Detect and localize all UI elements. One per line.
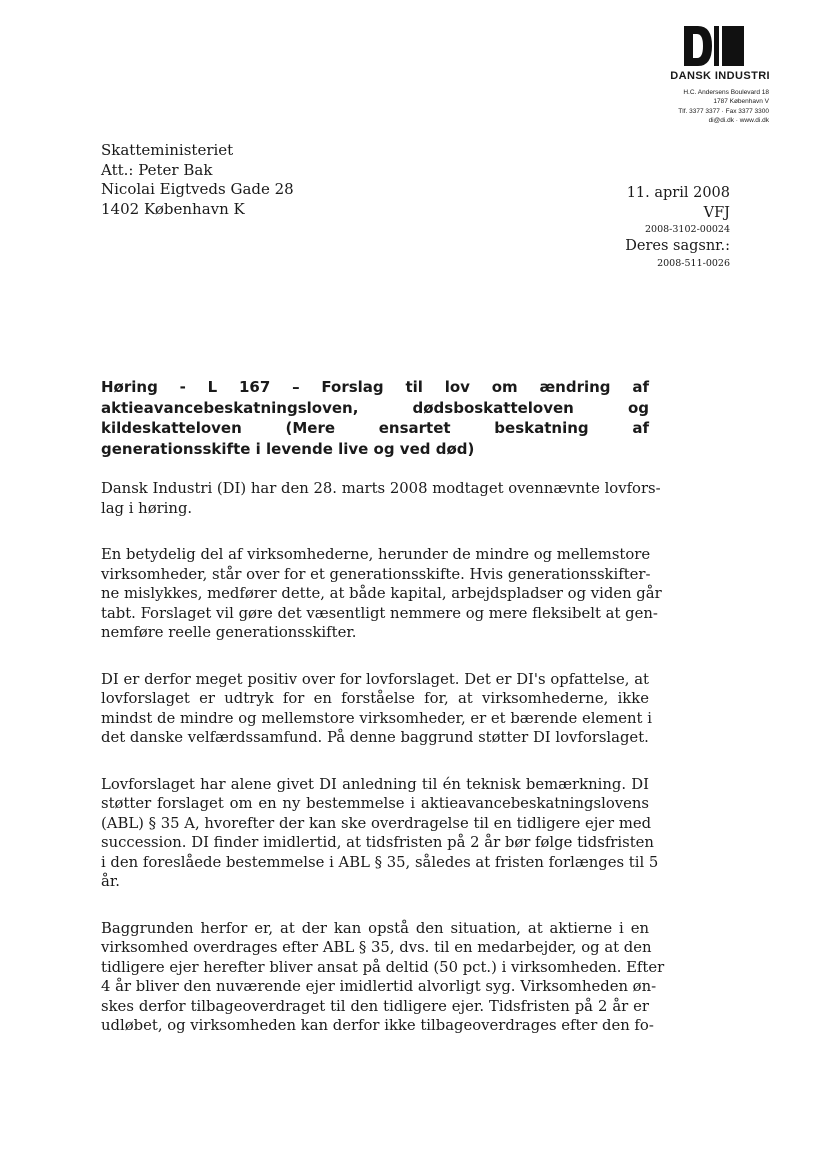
text-line: virksomhed overdrages efter ABL § 35, dvs. til en medarbejder, og at den: [101, 939, 652, 956]
text-line: støtter forslaget om en ny bestemmelse i aktieavancebeskatningslovens: [101, 795, 649, 812]
subject-line: aktieavancebeskatningsloven, dødsboskatteloven og: [101, 398, 649, 417]
text-line: lag i høring.: [101, 499, 193, 517]
org-email-web: di@di.dk · www.di.dk: [708, 117, 769, 125]
text-line: skes derfor tilbageoverdraget til den tidligere ejer. Tidsfristen på 2 år er: [101, 997, 649, 1015]
paragraph-3: [101, 670, 652, 748]
their-reference: 2008-511-0026: [657, 257, 730, 269]
subject-line: Høring - L 167 – Forslag til lov om ændring af: [101, 378, 649, 396]
org-name: DANSK INDUSTRI: [670, 70, 770, 82]
paragraph-4: [101, 775, 659, 892]
recipient-address: [101, 141, 294, 219]
text-line: Dansk Industri (DI) har den 28. marts 2008 modtaget ovennævnte lovfors-: [101, 480, 661, 497]
text-line: tabt. Forslaget vil gøre det væsentligt nemmere og mere fleksibelt at gen-: [101, 604, 658, 622]
text-line: (ABL) § 35 A, hvorefter der kan ske overdragelse til en tidligere ejer med: [101, 814, 652, 832]
letter-meta: [625, 184, 730, 271]
text-line: tidligere ejer herefter bliver ansat på deltid (50 pct.) i virksomheden. Efter: [101, 958, 665, 976]
text-line: år.: [101, 873, 120, 890]
text-line: nemføre reelle generationsskifter.: [101, 624, 357, 641]
text-line: En betydelig del af virksomhederne, herunder de mindre og mellemstore: [101, 546, 651, 563]
text-line: i den foreslåede bestemmelse i ABL § 35, således at fristen forlænges til 5: [101, 853, 659, 871]
subject-heading: [101, 377, 649, 459]
org-street: H.C. Andersens Boulevard 18: [683, 89, 769, 96]
paragraph-2: [101, 545, 662, 643]
recipient-line: Nicolai Eigtveds Gade 28: [101, 180, 294, 198]
org-address: [678, 88, 769, 126]
text-line: det danske velfærdssamfund. På denne baggrund støtter DI lovforslaget.: [101, 729, 649, 746]
recipient-line: 1402 København K: [101, 199, 245, 218]
subject-line: generationsskifte i levende live og ved død): [101, 439, 475, 458]
text-line: mindst de mindre og mellemstore virksomheder, er et bærende element i: [101, 709, 652, 727]
text-line: virksomheder, står over for et generationsskifte. Hvis generationsskifter-: [101, 565, 651, 583]
paragraph-5: [101, 919, 665, 1036]
author-initials: VFJ: [703, 204, 730, 221]
text-line: ne mislykkes, medfører dette, at både kapital, arbejdspladser og viden går: [101, 585, 662, 602]
letter-body: [101, 479, 665, 1063]
dansk-industri-logo: [684, 26, 744, 66]
recipient-line: Att.: Peter Bak: [101, 160, 213, 179]
text-line: Lovforslaget har alene givet DI anledning til én teknisk bemærkning. DI: [101, 775, 649, 793]
text-line: DI er derfor meget positiv over for lovforslaget. Det er DI's opfattelse, at: [101, 670, 649, 688]
letter-date: 11. april 2008: [626, 185, 730, 201]
paragraph-1: [101, 479, 661, 518]
recipient-line: Skatteministeriet: [101, 141, 234, 159]
their-reference-label: Deres sagsnr.:: [625, 238, 730, 254]
text-line: udløbet, og virksomheden kan derfor ikke tilbageoverdrages efter den fo-: [101, 1017, 654, 1034]
our-reference: 2008-3102-00024: [645, 224, 730, 235]
subject-line: kildeskatteloven (Mere ensartet beskatning af: [101, 419, 649, 437]
text-line: lovforslaget er udtryk for en forståelse for, at virksomhederne, ikke: [101, 690, 649, 707]
text-line: 4 år bliver den nuværende ejer imidlertid alvorligt syg. Virksomheden øn-: [101, 978, 657, 995]
org-phone-fax: Tlf. 3377 3377 · Fax 3377 3300: [678, 107, 769, 115]
org-city: 1787 København V: [713, 98, 769, 106]
text-line: Baggrunden herfor er, at der kan opstå den situation, at aktierne i en: [101, 919, 649, 937]
text-line: succession. DI finder imidlertid, at tidsfristen på 2 år bør følge tidsfristen: [101, 834, 654, 851]
